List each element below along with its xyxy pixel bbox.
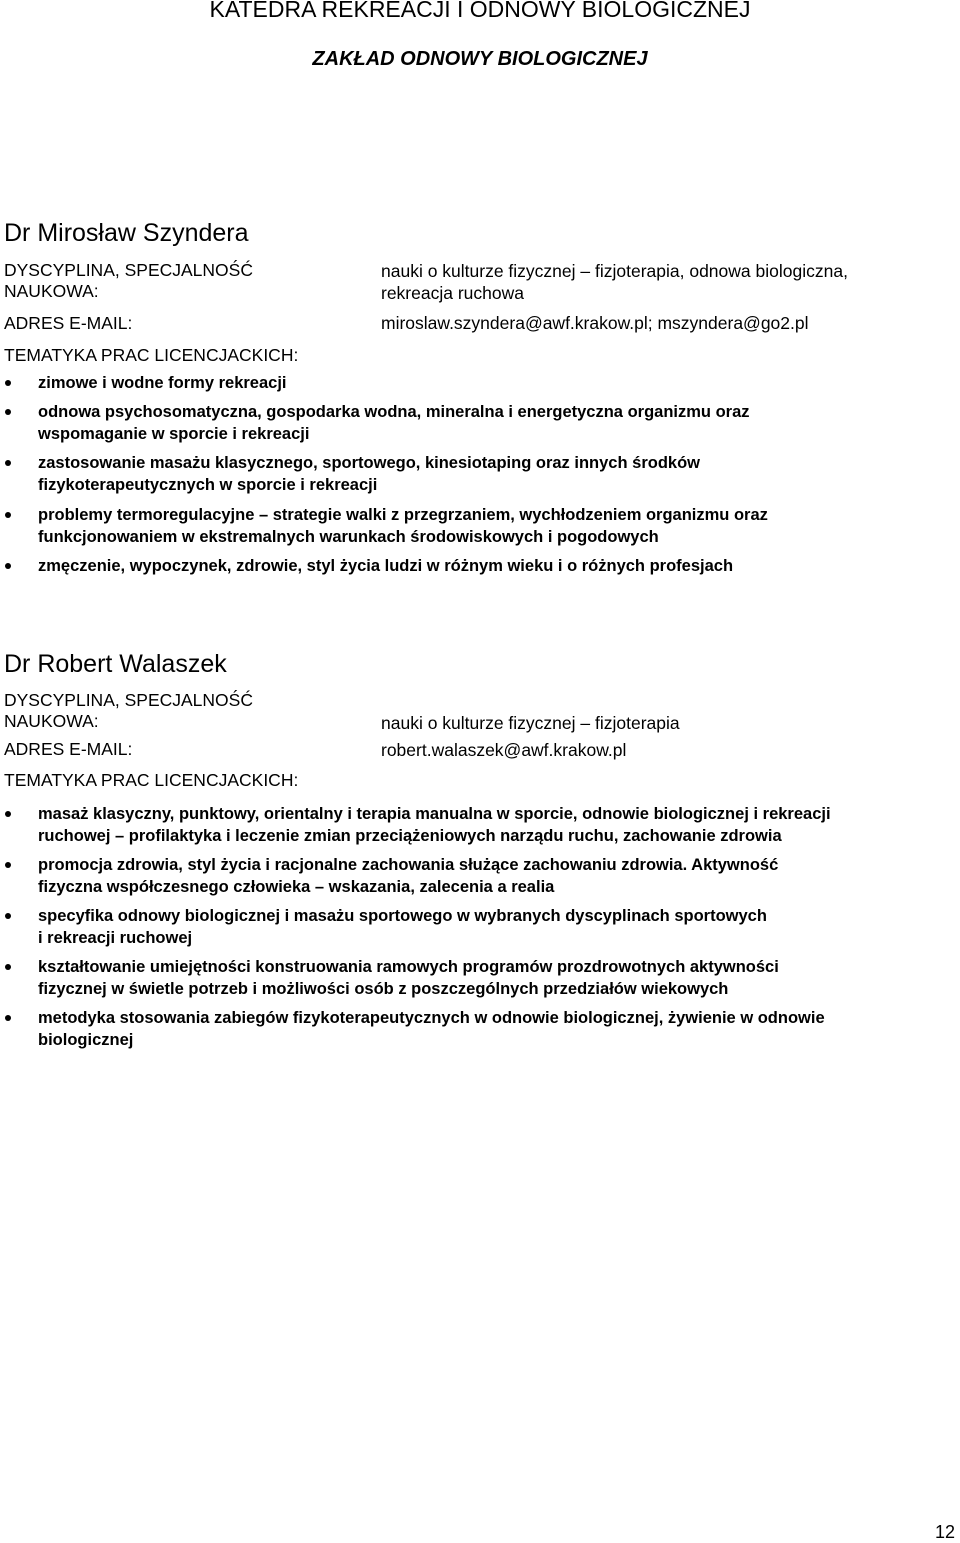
person-name: Dr Robert Walaszek — [4, 650, 227, 678]
bullet-icon — [5, 964, 11, 970]
email-label: ADRES E-MAIL: — [4, 739, 133, 759]
email-label: ADRES E-MAIL: — [4, 313, 133, 333]
discipline-value: nauki o kulturze fizycznej – fizjoterapia — [381, 713, 680, 733]
bullet-icon — [5, 460, 11, 466]
bullet-icon — [5, 563, 11, 569]
topic-text: problemy termoregulacyjne – strategie walki z przegrzaniem, wychłodzeniem organizmu oraz funkcjonowaniem w ekstremalnych warunkach środowiskowych i pogodowych — [38, 506, 768, 546]
bullet-icon — [5, 512, 11, 518]
topic-text: zimowe i wodne formy rekreacji — [38, 374, 287, 392]
email-value: robert.walaszek@awf.krakow.pl — [381, 740, 627, 760]
topic-text: kształtowanie umiejętności konstruowania ramowych programów prozdrowotnych aktywności fizycznej w świetle potrzeb i możliwości osób z poszczególnych przedziałów wiekowych — [38, 958, 779, 998]
discipline-label: DYSCYPLINA, SPECJALNOŚĆ NAUKOWA: — [4, 690, 253, 731]
page-number: 12 — [935, 1522, 956, 1542]
bullet-icon — [5, 409, 11, 415]
topic-text: metodyka stosowania zabiegów fizykoterapeutycznych w odnowie biologicznej, żywienie w odnowie biologicznej — [38, 1009, 825, 1049]
topic-text: masaż klasyczny, punktowy, orientalny i terapia manualna w sporcie, odnowie biologicznej i rekreacji ruchowej – profilaktyka i leczenie zmian przeciążeniowych narządu ruchu, zachowanie zdrowia — [38, 805, 831, 845]
topic-text: specyfika odnowy biologicznej i masażu sportowego w wybranych dyscyplinach sportowych i rekreacji ruchowej — [38, 907, 767, 947]
department-title: KATEDRA REKREACJI I ODNOWY BIOLOGICZNEJ — [209, 0, 751, 22]
bullet-icon — [5, 1015, 11, 1021]
topic-text: promocja zdrowia, styl życia i racjonalne zachowania służące zachowaniu zdrowia. Aktywność fizyczna współczesnego człowieka – wskazania, zalecenia a realia — [38, 856, 779, 896]
bullet-icon — [5, 380, 11, 386]
bullet-icon — [5, 913, 11, 919]
topics-label: TEMATYKA PRAC LICENCJACKICH: — [4, 345, 299, 365]
bullet-icon — [5, 811, 11, 817]
person-name: Dr Mirosław Szyndera — [4, 219, 249, 247]
topics-label: TEMATYKA PRAC LICENCJACKICH: — [4, 770, 299, 790]
topic-text: zastosowanie masażu klasycznego, sportowego, kinesiotaping oraz innych środków fizykoterapeutycznych w sporcie i rekreacji — [38, 454, 700, 494]
bullet-icon — [5, 862, 11, 868]
discipline-label: DYSCYPLINA, SPECJALNOŚĆ NAUKOWA: — [4, 260, 253, 301]
discipline-value: nauki o kulturze fizycznej – fizjoterapia, odnowa biologiczna, rekreacja ruchowa — [381, 261, 848, 303]
topic-text: odnowa psychosomatyczna, gospodarka wodna, mineralna i energetyczna organizmu oraz wspomaganie w sporcie i rekreacji — [38, 403, 750, 443]
unit-subtitle: ZAKŁAD ODNOWY BIOLOGICZNEJ — [312, 48, 648, 70]
topic-text: zmęczenie, wypoczynek, zdrowie, styl życia ludzi w różnym wieku i o różnych profesjach — [38, 557, 734, 575]
email-value: miroslaw.szyndera@awf.krakow.pl; mszyndera@go2.pl — [381, 313, 809, 333]
